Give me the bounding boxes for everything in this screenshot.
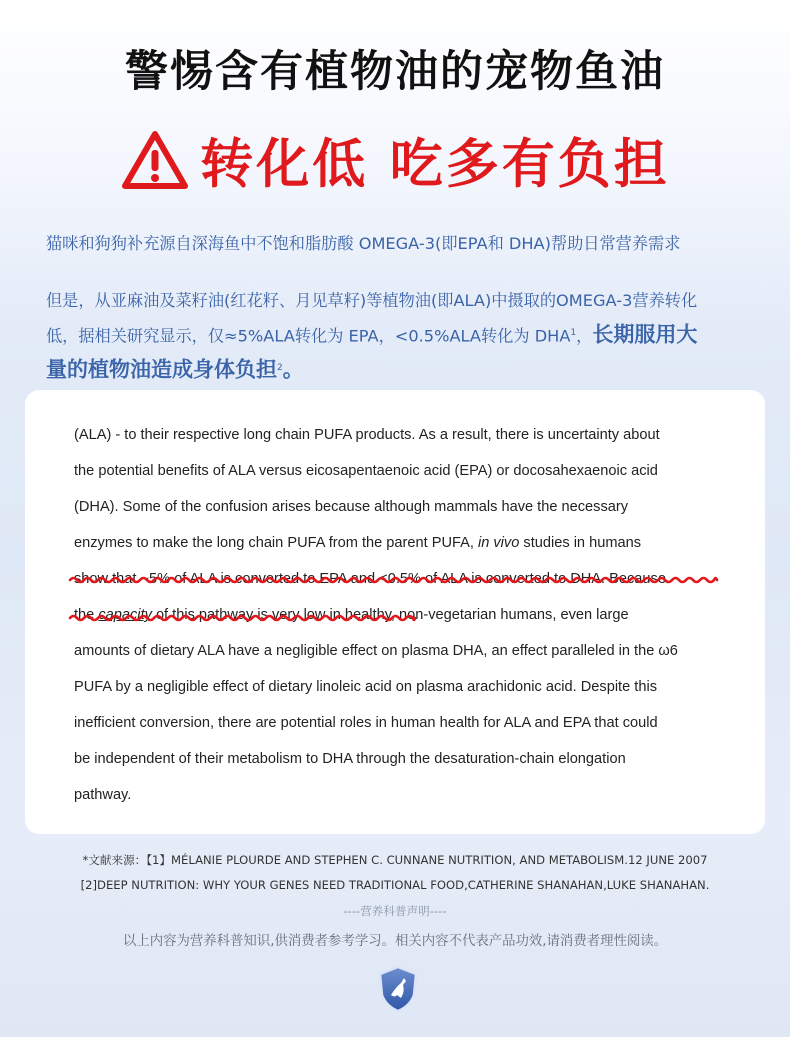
excerpt-line: pathway. <box>74 787 132 803</box>
excerpt-line: the potential benefits of ALA versus eicosapentaenoic acid (EPA) or docosahexaenoic acid <box>74 463 658 479</box>
intro-line-3-sep: ， <box>576 326 593 346</box>
intro-line-4 <box>46 352 756 387</box>
excerpt-line: be independent of their metabolism to DHA through the desaturation-chain elongation <box>74 751 626 767</box>
excerpt-text: the <box>74 607 99 623</box>
page-title: 警惕含有植物油的宠物鱼油 <box>125 47 665 97</box>
shield-logo-icon <box>377 965 419 1013</box>
intro-line-3-bold: 长期服用大 <box>592 322 698 347</box>
excerpt-line-highlighted <box>74 607 629 623</box>
intro-line-2: 但是，从亚麻油及菜籽油(红花籽、月见草籽)等植物油(即ALA)中摄取的OMEGA-3营养转化 <box>46 291 698 310</box>
excerpt-line <box>74 535 641 551</box>
warning-triangle-icon <box>120 129 190 191</box>
footnote-1: 1 <box>570 328 577 338</box>
reference-1: *文献来源：【1】MÉLANIE PLOURDE AND STEPHEN C. CUNNANE NUTRITION, AND METABOLISM.12 JUNE 2007 <box>82 853 708 867</box>
excerpt-line: inefficient conversion, there are potential roles in human health for ALA and EPA that could <box>74 715 658 731</box>
intro-line-3-text: 低，据相关研究显示，仅≈5%ALA转化为 EPA，<0.5%ALA转化为 DHA <box>46 326 571 346</box>
declaration-title: ----营养科普声明---- <box>343 904 447 918</box>
warning-headline <box>0 122 790 198</box>
excerpt-line: amounts of dietary ALA have a negligible effect on plasma DHA, an effect paralleled in the ω6 <box>74 643 678 659</box>
excerpt-line: (DHA). Some of the confusion arises because although mammals have the necessary <box>74 499 629 515</box>
excerpt-text: enzymes to make the long chain PUFA from the parent PUFA, <box>74 535 478 551</box>
excerpt-line: PUFA by a negligible effect of dietary linoleic acid on plasma arachidonic acid. Despite this <box>74 679 657 695</box>
reference-2: [2]DEEP NUTRITION: WHY YOUR GENES NEED TRADITIONAL FOOD,CATHERINE SHANAHAN,LUKE SHANAHAN. <box>80 878 710 892</box>
excerpt-italic: capacity <box>98 607 152 623</box>
excerpt-line-highlighted: show that ~5% of ALA is converted to EPA and <0.5% of ALA is converted to DHA. Because <box>74 571 666 587</box>
intro-line-1: 猫咪和狗狗补充源自深海鱼中不饱和脂肪酸 OMEGA-3(即EPA和 DHA)帮助日常营养需求 <box>46 234 681 253</box>
excerpt-line: (ALA) - to their respective long chain PUFA products. As a result, there is uncertainty about <box>74 427 660 443</box>
intro-line-4-end: 。 <box>282 357 304 382</box>
intro-paragraph-1 <box>46 228 756 259</box>
intro-line-4-bold: 量的植物油造成身体负担 <box>46 357 277 382</box>
intro-line-3 <box>46 317 756 352</box>
excerpt-italic: in vivo <box>477 535 520 551</box>
excerpt-text: of this pathway is very low in healthy, non-vegetarian humans, even large <box>151 607 629 623</box>
footnote-2: 2 <box>277 363 283 374</box>
intro-paragraph-2 <box>46 285 756 388</box>
research-excerpt-card <box>25 390 765 834</box>
warning-subtitle: 转化低 吃多有负担 <box>200 134 670 195</box>
declaration-text: 以上内容为营养科普知识,供消费者参考学习。相关内容不代表产品功效,请消费者理性阅读。 <box>122 934 668 949</box>
excerpt-text: studies in humans <box>519 535 642 551</box>
